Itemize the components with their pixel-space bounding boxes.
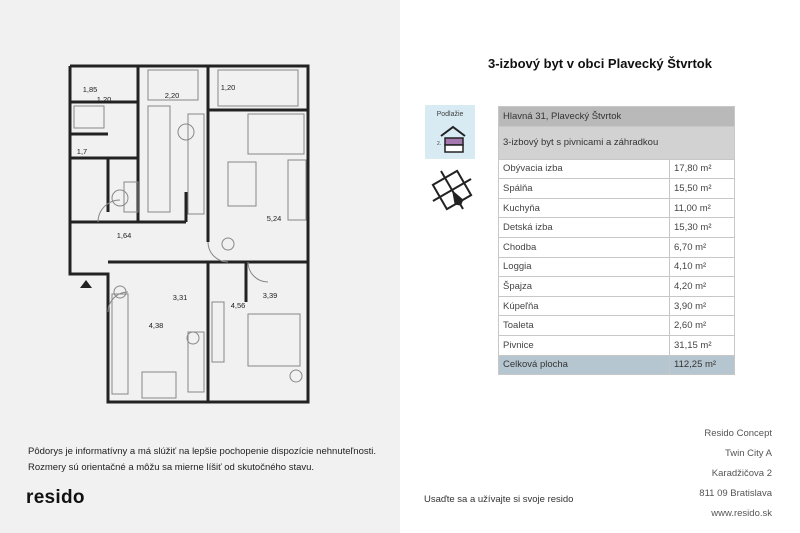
building-floor-icon (431, 122, 471, 158)
table-row (499, 257, 735, 277)
room-area: 11,00 m² (670, 198, 735, 218)
room-name: Spálňa (499, 179, 670, 199)
dim-label: 1,85 (82, 85, 98, 94)
address-cell: Hlavná 31, Plavecký Štvrtok (499, 107, 735, 127)
dim-label: 2,20 (164, 91, 180, 100)
entrance-marker-icon (80, 280, 92, 288)
company-website-link[interactable]: www.resido.sk (711, 508, 772, 519)
outer-wall (70, 66, 308, 402)
dim-label: 1,20 (220, 83, 236, 92)
room-name: Obývacia izba (499, 159, 670, 179)
room-name: Kuchyňa (499, 198, 670, 218)
resido-logo: resido (26, 487, 85, 508)
page-title: 3-izbový byt v obci Plavecký Štvrtok (488, 56, 712, 71)
dim-label: 4,56 (230, 301, 246, 310)
disclaimer (28, 444, 388, 476)
disclaimer-line: Rozmery sú orientačné a môžu sa mierne líšiť od skutočného stavu. (28, 462, 315, 473)
room-area: 3,90 m² (670, 296, 735, 316)
total-label: Celková plocha (499, 355, 670, 375)
table-row (499, 277, 735, 297)
room-area: 6,70 m² (670, 237, 735, 257)
description-cell: 3-izbový byt s pivnicami a záhradkou (499, 126, 735, 159)
room-area: 31,15 m² (670, 335, 735, 355)
total-row (499, 355, 735, 375)
company-building: Twin City A (725, 448, 772, 459)
dim-label: 1,64 (116, 231, 132, 240)
dim-label: 5,24 (266, 214, 282, 223)
room-area: 4,20 m² (670, 277, 735, 297)
room-area: 17,80 m² (670, 159, 735, 179)
table-row (499, 159, 735, 179)
table-row (499, 316, 735, 336)
room-name: Detská izba (499, 218, 670, 238)
company-name: Resido Concept (704, 428, 772, 439)
compass-north-icon (430, 168, 474, 212)
room-area: 15,50 m² (670, 179, 735, 199)
disclaimer-line: Pôdorys je informatívny a má slúžiť na lepšie pochopenie dispozície nehnuteľnosti. (28, 446, 377, 457)
dim-label: 3,39 (262, 291, 278, 300)
dim-label: 4,38 (148, 321, 164, 330)
table-row (499, 179, 735, 199)
company-street: Karadžičova 2 (711, 468, 772, 479)
room-name: Pivnice (499, 335, 670, 355)
room-area: 2,60 m² (670, 316, 735, 336)
dim-label: 3,31 (172, 293, 188, 302)
table-row (499, 335, 735, 355)
table-row (499, 237, 735, 257)
room-name: Loggia (499, 257, 670, 277)
room-name: Kúpeľňa (499, 296, 670, 316)
dim-label: 1,20 (96, 95, 112, 104)
table-row (499, 107, 735, 127)
floor-number: 2. (437, 141, 442, 147)
floor-label: Podlažie (436, 111, 464, 118)
apartment-info-table (498, 106, 735, 375)
room-name: Špajza (499, 277, 670, 297)
floorplan (68, 62, 320, 406)
table-row (499, 126, 735, 159)
dim-label: 1,7 (76, 147, 88, 156)
total-area: 112,25 m² (670, 355, 735, 375)
room-name: Chodba (499, 237, 670, 257)
company-address (699, 424, 772, 524)
table-row (499, 296, 735, 316)
table-row (499, 218, 735, 238)
room-area: 4,10 m² (670, 257, 735, 277)
floorplan-drawing (68, 62, 320, 406)
room-name: Toaleta (499, 316, 670, 336)
room-area: 15,30 m² (670, 218, 735, 238)
floor-indicator (425, 105, 475, 159)
tagline: Usaďte sa a užívajte si svoje resido (424, 494, 574, 505)
company-city: 811 09 Bratislava (699, 488, 772, 499)
table-row (499, 198, 735, 218)
